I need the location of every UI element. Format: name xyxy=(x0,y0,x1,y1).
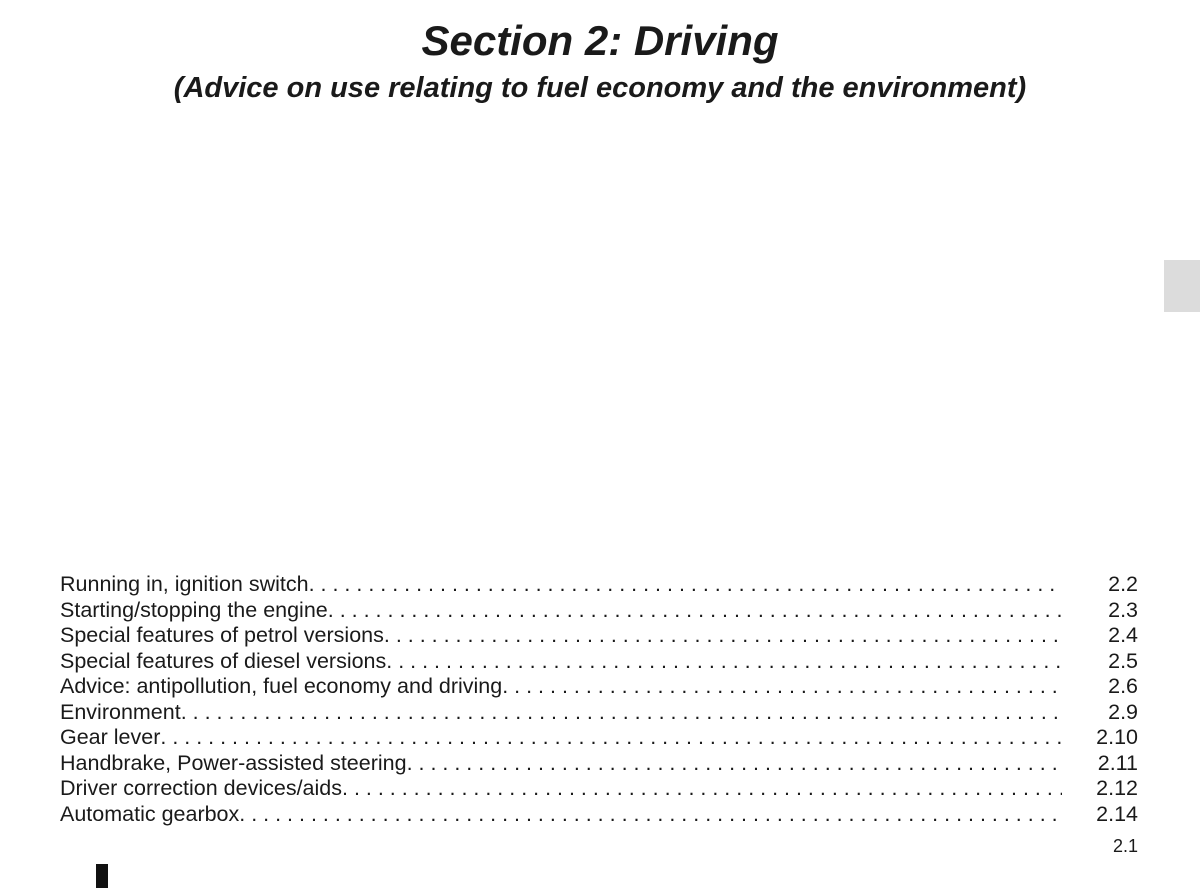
toc-item-page: 2.11 xyxy=(1097,750,1138,775)
toc-item-page: 2.12 xyxy=(1096,776,1138,800)
toc-item-label: Running in, ignition switch xyxy=(60,572,309,596)
toc-leader-dots xyxy=(181,700,1062,726)
toc-item-label: Special features of diesel versions xyxy=(60,648,387,673)
toc-item-starting-stopping[interactable] xyxy=(60,598,1138,624)
toc-item-label: Automatic gearbox xyxy=(60,801,240,826)
toc-item-running-in[interactable] xyxy=(60,572,1138,598)
toc-item-environment[interactable] xyxy=(60,700,1138,726)
table-of-contents xyxy=(60,572,1138,827)
toc-item-page: 2.5 xyxy=(1108,648,1138,673)
toc-item-page: 2.14 xyxy=(1096,801,1138,826)
toc-item-gear-lever[interactable] xyxy=(60,725,1138,751)
toc-leader-dots xyxy=(309,572,1062,598)
toc-leader-dots xyxy=(328,598,1062,624)
page-number: 2.1 xyxy=(1112,836,1138,856)
toc-leader-dots xyxy=(239,802,1062,828)
toc-leader-dots xyxy=(407,751,1062,777)
toc-item-label: Handbrake, Power-assisted steering xyxy=(60,750,407,775)
toc-item-label: Environment xyxy=(60,699,181,724)
toc-leader-dots xyxy=(384,623,1062,649)
section-subtitle: (Advice on use relating to fuel economy and the environment) xyxy=(173,72,1027,104)
toc-leader-dots xyxy=(160,725,1062,751)
toc-item-label: Gear lever xyxy=(60,725,161,749)
toc-item-driver-correction[interactable] xyxy=(60,776,1138,802)
toc-item-label: Driver correction devices/aids xyxy=(60,776,342,800)
section-title: Section 2: Driving xyxy=(421,17,779,64)
toc-item-advice-antipollution[interactable] xyxy=(60,674,1138,700)
toc-item-page: 2.9 xyxy=(1108,699,1138,724)
toc-item-petrol-versions[interactable] xyxy=(60,623,1138,649)
section-tab-marker xyxy=(1164,260,1200,312)
toc-item-page: 2.10 xyxy=(1096,725,1138,749)
toc-item-page: 2.4 xyxy=(1108,623,1138,647)
toc-item-page: 2.2 xyxy=(1108,572,1138,596)
toc-leader-dots xyxy=(502,674,1062,700)
toc-leader-dots xyxy=(386,649,1062,675)
toc-item-page: 2.3 xyxy=(1108,597,1138,622)
toc-item-handbrake-steering[interactable] xyxy=(60,751,1138,777)
toc-leader-dots xyxy=(342,776,1062,802)
toc-item-label: Special features of petrol versions xyxy=(60,623,384,647)
toc-item-label: Advice: antipollution, fuel economy and driving xyxy=(60,674,503,698)
toc-item-diesel-versions[interactable] xyxy=(60,649,1138,675)
toc-item-label: Starting/stopping the engine xyxy=(60,597,328,622)
margin-bar xyxy=(96,864,108,888)
toc-item-automatic-gearbox[interactable] xyxy=(60,802,1138,828)
toc-item-page: 2.6 xyxy=(1108,674,1138,698)
